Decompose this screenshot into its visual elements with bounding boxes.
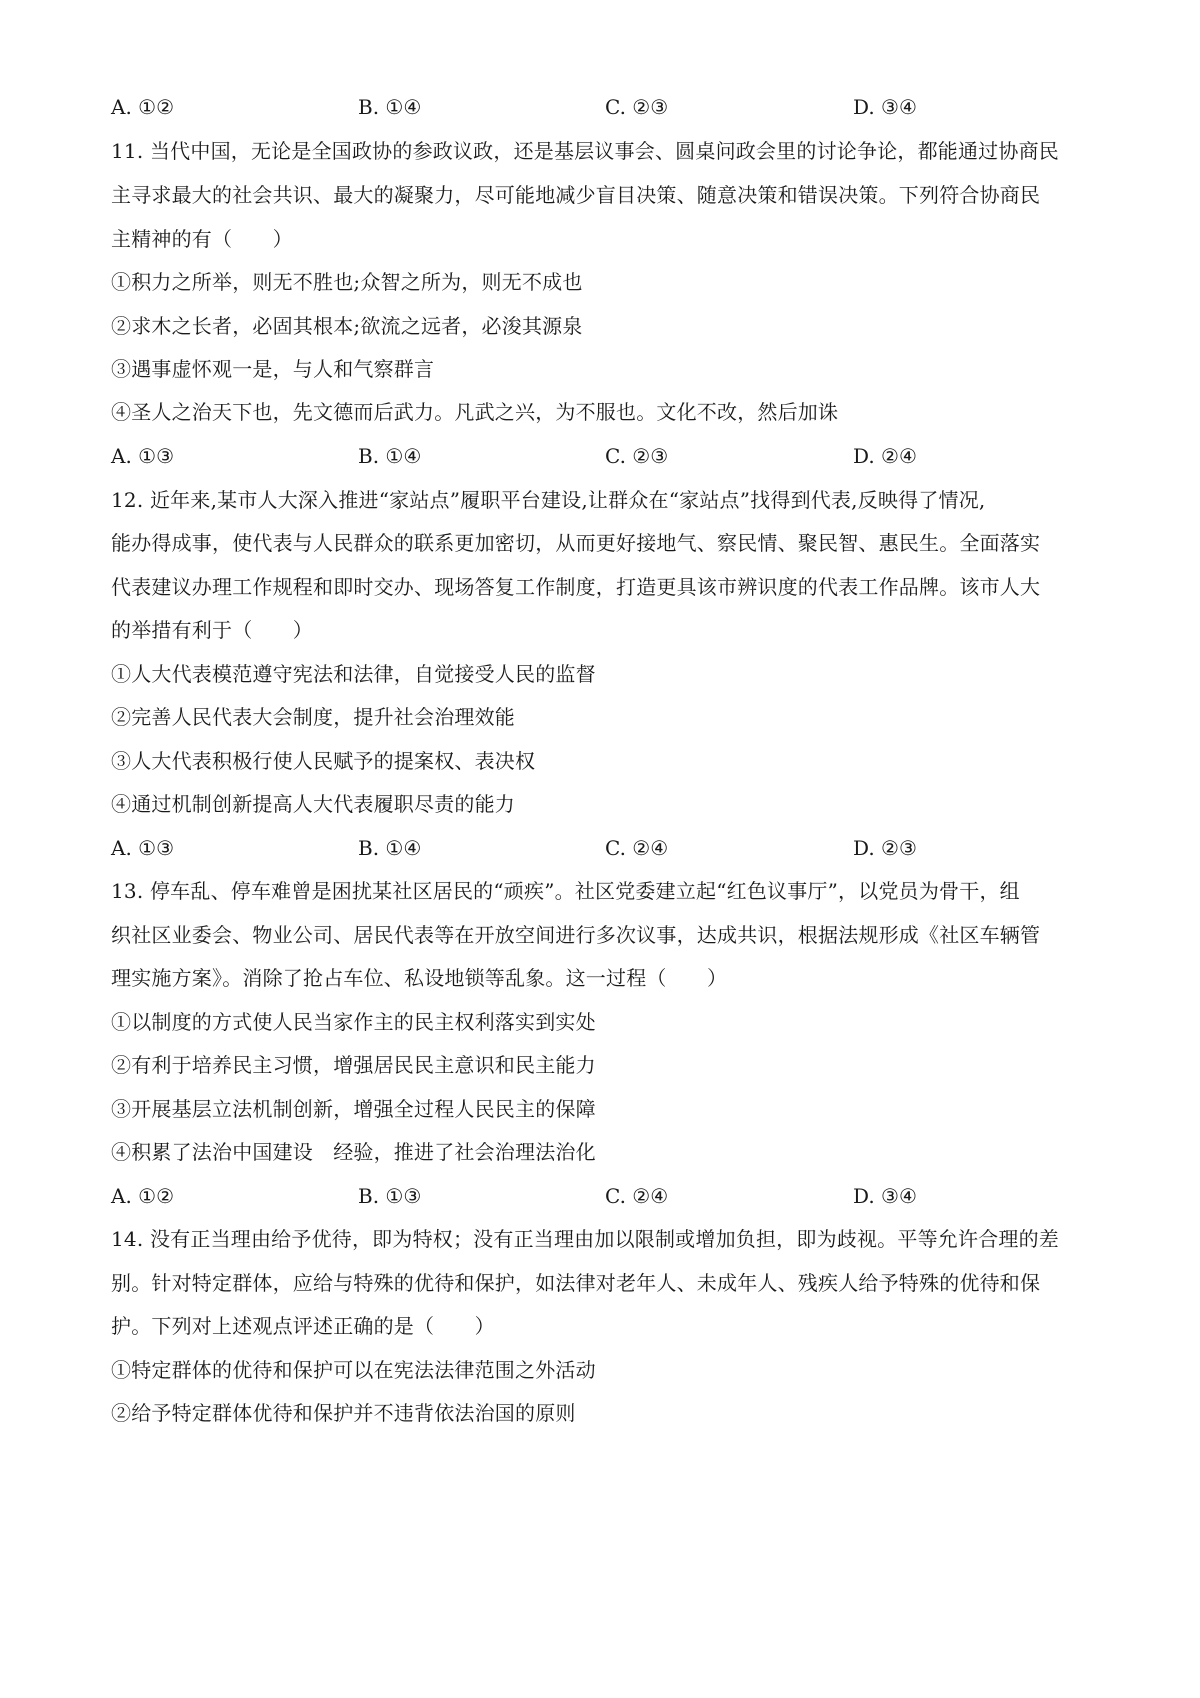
option-b: B. ①③ — [358, 1184, 422, 1208]
option-a: A. ①② — [111, 1184, 175, 1208]
q14-statement-1: ①特定群体的优待和保护可以在宪法法律范围之外活动 — [111, 1358, 596, 1382]
q14-stem-line: 14. 没有正当理由给予优待，即为特权；没有正当理由加以限制或增加负担，即为歧视。平等允许合理的差 — [111, 1227, 1059, 1251]
q12-stem-line: 的举措有利于（ ） — [111, 618, 313, 642]
q13-stem-line: 13. 停车乱、停车难曾是困扰某社区居民的“顽疾”。社区党委建立起“红色议事厅”，以党员为骨干，组 — [111, 879, 1020, 903]
option-a: A. ①③ — [111, 444, 175, 468]
q11-statement-1: ①积力之所举，则无不胜也;众智之所为，则无不成也 — [111, 270, 583, 294]
option-b: B. ①④ — [358, 836, 422, 860]
q11-statement-2: ②求木之长者，必固其根本;欲流之远者，必浚其源泉 — [111, 314, 583, 338]
option-d: D. ②③ — [853, 836, 917, 860]
q14-stem-line: 别。针对特定群体，应给与特殊的优待和保护，如法律对老年人、未成年人、残疾人给予特殊的优待和保 — [111, 1271, 1041, 1295]
option-d: D. ②④ — [853, 444, 917, 468]
q14-stem-line: 护。下列对上述观点评述正确的是（ ） — [111, 1314, 495, 1338]
q11-stem-line: 11. 当代中国，无论是全国政协的参政议政，还是基层议事会、圆桌问政会里的讨论争论，都能通过协商民 — [111, 139, 1059, 163]
q12-statement-2: ②完善人民代表大会制度，提升社会治理效能 — [111, 705, 515, 729]
options-q10 — [111, 92, 1101, 122]
q11-statement-3: ③遇事虚怀观一是，与人和气察群言 — [111, 357, 435, 381]
q13-statement-2: ②有利于培养民主习惯，增强居民民主意识和民主能力 — [111, 1053, 596, 1077]
option-a: A. ①② — [111, 95, 175, 119]
option-b: B. ①④ — [358, 444, 422, 468]
q12-statement-4: ④通过机制创新提高人大代表履职尽责的能力 — [111, 792, 515, 816]
option-c: C. ②③ — [605, 444, 669, 468]
q14-statement-2: ②给予特定群体优待和保护并不违背依法治国的原则 — [111, 1401, 576, 1425]
option-c: C. ②③ — [605, 95, 669, 119]
option-c: C. ②④ — [605, 836, 669, 860]
q12-statement-1: ①人大代表模范遵守宪法和法律，自觉接受人民的监督 — [111, 662, 596, 686]
q11-statement-4: ④圣人之治天下也，先文德而后武力。凡武之兴，为不服也。文化不改，然后加诛 — [111, 400, 839, 424]
q12-statement-3: ③人大代表积极行使人民赋予的提案权、表决权 — [111, 749, 536, 773]
q12-stem-line: 代表建议办理工作规程和即时交办、现场答复工作制度，打造更具该市辨识度的代表工作品牌。该市人大 — [111, 575, 1041, 599]
option-c: C. ②④ — [605, 1184, 669, 1208]
q12-stem-line: 12. 近年来,某市人大深入推进“家站点”履职平台建设,让群众在“家站点”找得到代表,反映得了情况, — [111, 488, 986, 512]
q13-stem-line: 理实施方案》。消除了抢占车位、私设地锁等乱象。这一过程（ ） — [111, 966, 728, 990]
q12-stem-line: 能办得成事，使代表与人民群众的联系更加密切，从而更好接地气、察民情、聚民智、惠民生。全面落实 — [111, 531, 1041, 555]
q13-statement-3: ③开展基层立法机制创新，增强全过程人民民主的保障 — [111, 1097, 596, 1121]
q13-stem-line: 织社区业委会、物业公司、居民代表等在开放空间进行多次议事，达成共识，根据法规形成《社区车辆管 — [111, 923, 1041, 947]
option-a: A. ①③ — [111, 836, 175, 860]
option-b: B. ①④ — [358, 95, 422, 119]
options-q13 — [111, 1181, 1101, 1211]
q13-statement-4: ④积累了法治中国建设 经验，推进了社会治理法治化 — [111, 1140, 596, 1164]
q11-stem-line: 主寻求最大的社会共识、最大的凝聚力，尽可能地减少盲目决策、随意决策和错误决策。下列符合协商民 — [111, 183, 1041, 207]
q13-statement-1: ①以制度的方式使人民当家作主的民主权利落实到实处 — [111, 1010, 596, 1034]
q11-stem-line: 主精神的有（ ） — [111, 227, 293, 251]
options-q12 — [111, 833, 1101, 863]
option-d: D. ③④ — [853, 95, 917, 119]
options-q11 — [111, 441, 1101, 471]
option-d: D. ③④ — [853, 1184, 917, 1208]
